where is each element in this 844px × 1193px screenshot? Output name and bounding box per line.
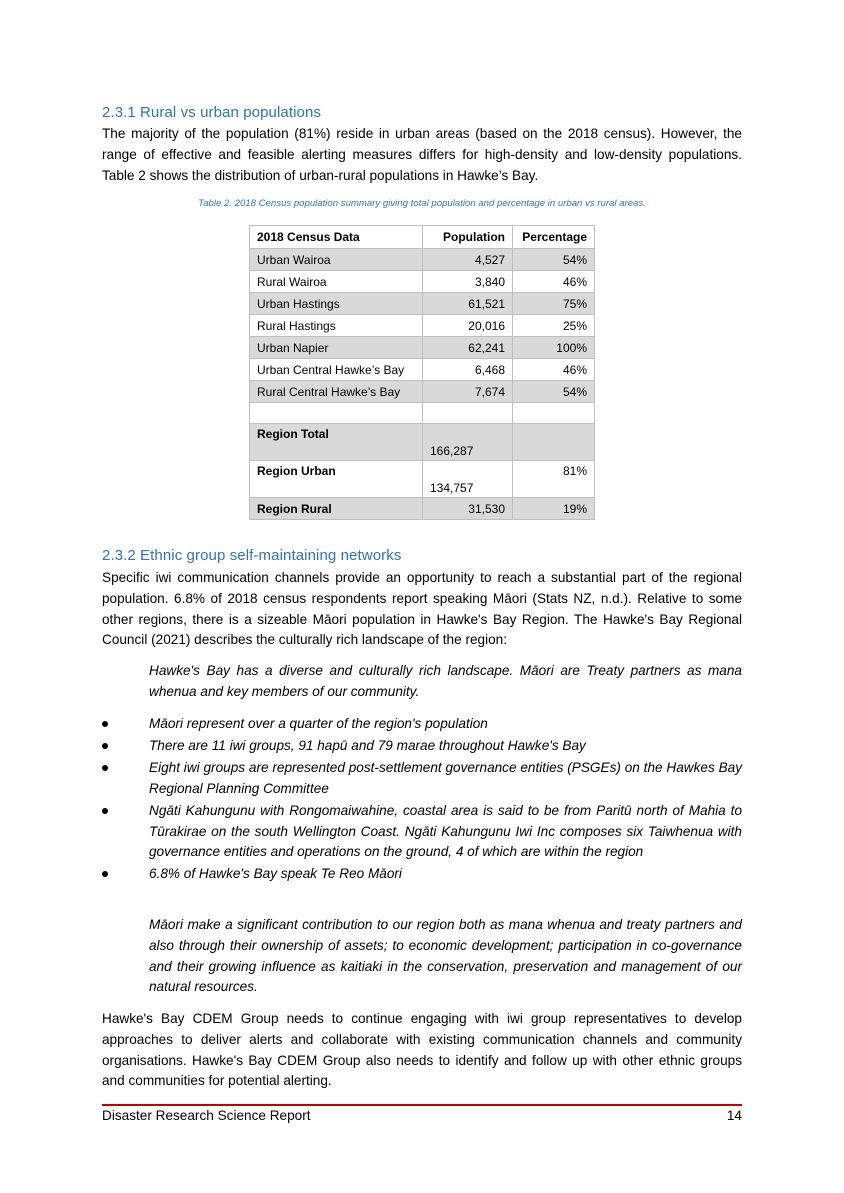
bullet-icon bbox=[102, 871, 108, 877]
footer-title: Disaster Research Science Report bbox=[102, 1108, 311, 1123]
empty-cell bbox=[423, 403, 513, 424]
total-population: 166,287 bbox=[423, 424, 513, 461]
row-label: Urban Napier bbox=[250, 337, 423, 359]
row-percentage: 46% bbox=[513, 359, 595, 381]
census-table bbox=[249, 225, 595, 520]
row-population: 3,840 bbox=[423, 271, 513, 293]
table-row bbox=[250, 271, 595, 293]
bullet-icon bbox=[102, 721, 108, 727]
footer-rule bbox=[102, 1104, 742, 1106]
urban-label: Region Urban bbox=[250, 461, 423, 498]
row-population: 62,241 bbox=[423, 337, 513, 359]
header-population: Population bbox=[423, 226, 513, 249]
quote-intro: Hawke's Bay has a diverse and culturally rich landscape. Māori are Treaty partners as mana whenua and key members of our community. bbox=[149, 663, 742, 699]
row-percentage: 46% bbox=[513, 271, 595, 293]
row-population: 20,016 bbox=[423, 315, 513, 337]
table-caption: Table 2. 2018 Census population summary giving total population and percentage in urban vs rural areas. bbox=[198, 198, 646, 209]
row-label: Urban Hastings bbox=[250, 293, 423, 315]
row-label: Rural Central Hawke’s Bay bbox=[250, 381, 423, 403]
rural-percentage: 19% bbox=[513, 498, 595, 520]
list-item bbox=[149, 736, 742, 757]
row-percentage: 100% bbox=[513, 337, 595, 359]
list-item-text: Māori represent over a quarter of the region's population bbox=[149, 716, 488, 731]
row-population: 61,521 bbox=[423, 293, 513, 315]
list-item bbox=[149, 864, 742, 885]
urban-population: 134,757 bbox=[423, 461, 513, 498]
row-percentage: 75% bbox=[513, 293, 595, 315]
list-item bbox=[149, 758, 742, 800]
row-percentage: 54% bbox=[513, 381, 595, 403]
section-title: Rural vs urban populations bbox=[140, 104, 322, 121]
bullet-icon bbox=[102, 743, 108, 749]
ethnic-networks-paragraph: Specific iwi communication channels provide an opportunity to reach a substantial part of the regional population. 6.8% of 2018 census respondents report speaking Māori (Stats NZ, n.d.). Relative to some other regions, there is a sizeable Māori population in Hawke's Bay Region. The Hawke's Bay Regional Council (2021) describes the culturally rich landscape of the region: bbox=[102, 570, 742, 648]
table-row bbox=[250, 381, 595, 403]
total-percentage bbox=[513, 424, 595, 461]
table-row bbox=[250, 337, 595, 359]
empty-cell bbox=[250, 403, 423, 424]
table-total-row bbox=[250, 424, 595, 461]
section-heading-ethnic-networks bbox=[102, 547, 401, 564]
header-percentage: Percentage bbox=[513, 226, 595, 249]
list-item bbox=[149, 801, 742, 863]
section-number: 2.3.1 bbox=[102, 104, 136, 121]
section-heading-rural-urban bbox=[102, 104, 321, 121]
rural-label: Region Rural bbox=[250, 498, 423, 520]
urban-percentage: 81% bbox=[513, 461, 595, 498]
bullet-icon bbox=[102, 765, 108, 771]
table-row bbox=[250, 315, 595, 337]
table-rural-row bbox=[250, 498, 595, 520]
total-label: Region Total bbox=[250, 424, 423, 461]
table-header-row bbox=[250, 226, 595, 249]
row-percentage: 25% bbox=[513, 315, 595, 337]
section-title: Ethnic group self-maintaining networks bbox=[140, 547, 402, 564]
rural-population: 31,530 bbox=[423, 498, 513, 520]
row-label: Urban Wairoa bbox=[250, 249, 423, 271]
row-label: Urban Central Hawke’s Bay bbox=[250, 359, 423, 381]
row-label: Rural Hastings bbox=[250, 315, 423, 337]
row-percentage: 54% bbox=[513, 249, 595, 271]
bullet-icon bbox=[102, 808, 108, 814]
table-row bbox=[250, 359, 595, 381]
empty-cell bbox=[513, 403, 595, 424]
table-row bbox=[250, 293, 595, 315]
page-number: 14 bbox=[726, 1108, 742, 1123]
quote-outro: Māori make a significant contribution to our region both as mana whenua and treaty partners and also through their ownership of assets; to economic development; participation in co-governance and their growing influence as kaitiaki in the conservation, preservation and management of our natural resources. bbox=[149, 917, 742, 995]
row-population: 7,674 bbox=[423, 381, 513, 403]
table-row bbox=[250, 249, 595, 271]
quote-bullet-list bbox=[149, 714, 742, 886]
list-item-text: Ngāti Kahungunu with Rongomaiwahine, coastal area is said to be from Paritū north of Mahia to Tūrakirae on the south Wellington Coast. Ngāti Kahungunu Iwi Inc composes six Taiwhenua with governance entities and operations on the ground, 4 of which are within the region bbox=[149, 802, 742, 860]
closing-paragraph: Hawke's Bay CDEM Group needs to continue engaging with iwi group representatives to develop approaches to deliver alerts and collaborate with existing communication channels and community organisations. Hawke's Bay CDEM Group also needs to identify and follow up with other ethnic groups and communities for potential alerting. bbox=[102, 1011, 742, 1089]
list-item-text: 6.8% of Hawke's Bay speak Te Reo Māori bbox=[149, 866, 402, 882]
row-label: Rural Wairoa bbox=[250, 271, 423, 293]
header-census-data: 2018 Census Data bbox=[250, 226, 423, 249]
table-urban-row bbox=[250, 461, 595, 498]
list-item-text: Eight iwi groups are represented post-settlement governance entities (PSGEs) on the Hawkes Bay Regional Planning Committee bbox=[149, 759, 742, 796]
list-item-text: There are 11 iwi groups, 91 hapū and 79 marae throughout Hawke's Bay bbox=[149, 737, 586, 753]
list-item bbox=[149, 714, 742, 735]
section-number: 2.3.2 bbox=[102, 547, 136, 564]
row-population: 6,468 bbox=[423, 359, 513, 381]
rural-urban-paragraph: The majority of the population (81%) reside in urban areas (based on the 2018 census). However, the range of effective and feasible alerting measures differs for high-density and low-density populations. Table 2 shows the distribution of urban-rural populations in Hawke’s Bay. bbox=[102, 126, 742, 183]
table-spacer-row bbox=[250, 403, 595, 424]
row-population: 4,527 bbox=[423, 249, 513, 271]
